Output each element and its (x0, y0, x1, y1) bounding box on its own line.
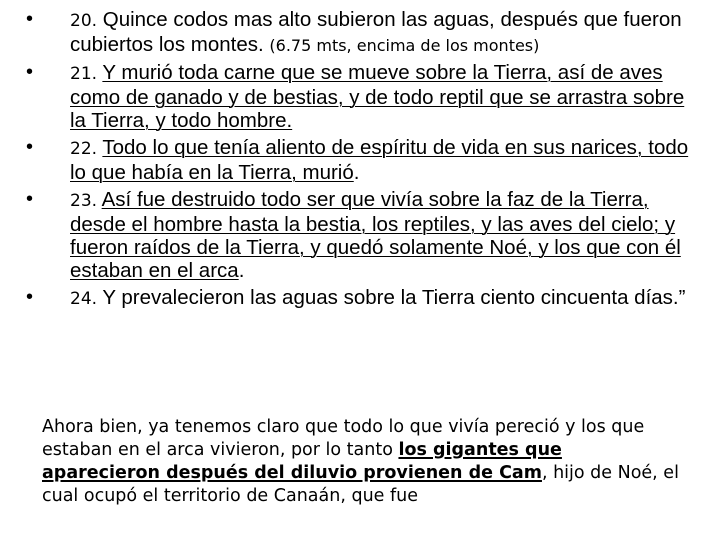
verse-number: 23. (70, 191, 98, 211)
verse-text: Así fue destruido todo ser que vivía sobre la faz de la Tierra, desde el hombre hasta la bestia, los reptiles, y las aves del cielo; y fueron raídos de la Tierra, y quedó solamente Noé, y los que con él estaban en el arca (70, 188, 681, 282)
bullet-icon: • (26, 61, 34, 83)
verse-text: Todo lo que tenía aliento de espíritu de vida en sus narices, todo lo que había en la Tierra, murió (70, 136, 689, 184)
verse-text-end: . (353, 161, 360, 184)
verse-item-24 (26, 286, 698, 311)
paragraph-highlight: los gigantes que aparecieron después del diluvio provienen de Cam (42, 440, 562, 483)
verse-text: Y murió toda carne que se mueve sobre la Tierra, así de aves como de ganado y de bestias, y de todo reptil que se arrastra sobre la Tierra, y todo hombre. (70, 61, 685, 132)
verse-number: 22. (70, 139, 98, 159)
verse-number: 21. (70, 64, 98, 84)
commentary-paragraph (42, 416, 682, 508)
verse-text: Quince codos mas alto subieron las aguas, después que fueron cubiertos los montes. (70, 8, 682, 56)
verse-number: 24. (70, 289, 98, 309)
verse-item-22 (26, 136, 698, 184)
verse-item-21 (26, 61, 698, 132)
bullet-icon: • (26, 8, 34, 30)
paragraph-continuation: , hijo de Noé, el cual ocupó el territorio de Canaán, que fue (42, 463, 679, 506)
verse-list (26, 8, 698, 315)
verse-item-20 (26, 8, 698, 57)
bullet-icon: • (26, 136, 34, 158)
verse-note: (6.75 mts, encima de los montes) (269, 36, 540, 55)
bullet-icon: • (26, 188, 34, 210)
verse-text: Y prevalecieron las aguas sobre la Tierra ciento cincuenta días.” (102, 286, 686, 309)
verse-number: 20. (70, 11, 98, 31)
paragraph-intro: Ahora bien, ya tenemos claro que todo lo que vivía pereció y los que estaban en el arca vivieron, por lo tanto (42, 417, 645, 460)
verse-item-23 (26, 188, 698, 282)
bullet-icon: • (26, 286, 34, 308)
verse-text-end: . (238, 259, 245, 282)
